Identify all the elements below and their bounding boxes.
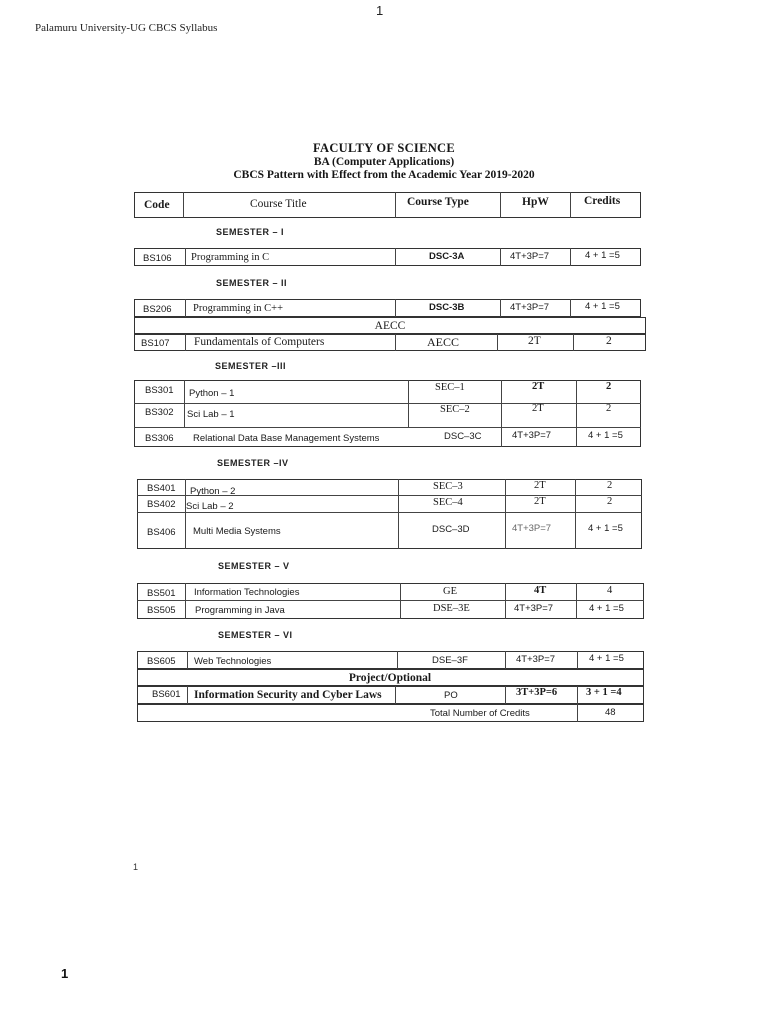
divider: [575, 479, 576, 549]
page-number-top: 1: [376, 3, 384, 18]
divider: [500, 248, 501, 266]
course-hpw: 4T: [534, 585, 547, 596]
divider: [134, 427, 641, 428]
course-credits: 4: [607, 585, 613, 596]
course-title: Web Technologies: [194, 656, 272, 667]
course-hpw: 2T: [534, 496, 546, 507]
course-code: BS406: [147, 527, 176, 538]
course-title: Relational Data Base Management Systems: [193, 433, 380, 444]
course-credits: 2: [606, 403, 612, 414]
header-hpw: HpW: [522, 196, 549, 208]
course-hpw: 2T: [532, 381, 545, 392]
course-code: BS306: [145, 433, 174, 444]
course-title: Python – 2: [190, 486, 236, 497]
course-code: BS401: [147, 483, 176, 494]
divider: [505, 583, 506, 619]
program-heading: BA (Computer Applications): [313, 156, 455, 168]
course-type: DSC-3B: [429, 302, 465, 313]
total-row: [137, 704, 644, 722]
divider: [501, 380, 502, 447]
course-code: BS302: [145, 407, 174, 418]
divider: [570, 299, 571, 317]
course-code: BS206: [143, 304, 172, 315]
course-hpw: 4T+3P=7: [514, 603, 554, 614]
divider: [397, 651, 398, 669]
course-credits: 2: [607, 496, 613, 507]
running-head: Palamuru University-UG CBCS Syllabus: [35, 22, 218, 34]
course-type: GE: [443, 586, 457, 597]
course-type: DSE–3F: [432, 655, 468, 666]
course-title: Programming in C: [191, 252, 270, 263]
divider: [185, 583, 186, 619]
course-title: Python – 1: [189, 388, 235, 399]
divider: [395, 299, 396, 317]
course-title: Programming in C++: [193, 303, 284, 314]
header-code: Code: [144, 199, 170, 211]
course-credits: 2: [607, 480, 613, 491]
divider: [185, 334, 186, 351]
divider: [395, 686, 396, 704]
aecc-label: AECC: [374, 320, 406, 332]
divider: [398, 479, 399, 549]
divider: [570, 248, 571, 266]
semester-iv-label: SEMESTER –IV: [217, 458, 289, 468]
course-code: BS605: [147, 656, 176, 667]
course-code: BS402: [147, 499, 176, 510]
course-hpw: 4T+3P=7: [516, 654, 556, 665]
divider: [395, 248, 396, 266]
divider: [408, 380, 409, 427]
course-title: Sci Lab – 1: [187, 409, 235, 420]
course-type: SEC–3: [433, 481, 463, 492]
divider: [184, 380, 185, 427]
course-credits: 2: [606, 335, 612, 347]
course-hpw: 2T: [534, 480, 546, 491]
divider: [576, 380, 577, 447]
header-credits: Credits: [584, 195, 621, 207]
course-code: BS107: [141, 338, 170, 349]
semester-vi-label: SEMESTER – VI: [218, 630, 293, 640]
course-code: BS106: [143, 253, 172, 264]
total-credits-label: Total Number of Credits: [430, 708, 530, 719]
divider: [576, 583, 577, 619]
divider: [185, 299, 186, 317]
divider: [500, 299, 501, 317]
header-course-title: Course Title: [250, 198, 307, 210]
header-row: [134, 192, 641, 218]
course-credits: 2: [606, 381, 612, 392]
divider: [577, 704, 578, 722]
course-credits: 3 + 1 =4: [586, 687, 622, 698]
semester-iii-label: SEMESTER –III: [215, 361, 287, 371]
course-hpw: 2T: [528, 335, 541, 347]
course-hpw: 4T+3P=7: [512, 430, 552, 441]
course-type: DSC–3C: [444, 431, 482, 442]
course-type: DSC–3D: [432, 524, 470, 535]
course-type: AECC: [427, 335, 460, 349]
course-hpw: 4T+3P=7: [510, 251, 550, 262]
footer-page-number: 1: [61, 966, 69, 981]
divider: [570, 192, 571, 218]
course-title: Programming in Java: [195, 605, 285, 616]
course-credits: 4 + 1 =5: [588, 430, 623, 441]
course-hpw: 4T+3P=7: [510, 302, 550, 313]
course-title: Fundamentals of Computers: [194, 336, 325, 348]
divider: [500, 192, 501, 218]
total-credits-value: 48: [605, 707, 616, 718]
divider: [577, 651, 578, 669]
divider: [497, 334, 498, 351]
course-credits: 4 + 1 =5: [585, 250, 620, 261]
course-code: BS301: [145, 385, 174, 396]
faculty-heading: FACULTY OF SCIENCE: [313, 141, 455, 155]
divider: [505, 479, 506, 549]
semester-v-label: SEMESTER – V: [218, 561, 290, 571]
divider: [137, 512, 642, 513]
course-credits: 4 + 1 =5: [585, 301, 620, 312]
course-title: Sci Lab – 2: [186, 501, 234, 512]
semester-ii-label: SEMESTER – II: [216, 278, 288, 288]
pattern-heading: CBCS Pattern with Effect from the Academic Year 2019-2020: [233, 169, 535, 181]
divider: [185, 248, 186, 266]
header-course-type: Course Type: [407, 196, 469, 208]
divider: [577, 686, 578, 704]
course-title: Information Technologies: [194, 587, 300, 598]
semester-i-label: SEMESTER – I: [216, 227, 285, 237]
course-credits: 4 + 1 =5: [588, 523, 623, 534]
divider: [573, 334, 574, 351]
course-title: Information Security and Cyber Laws: [194, 689, 382, 701]
divider: [137, 600, 644, 601]
divider: [187, 686, 188, 704]
project-label: Project/Optional: [348, 672, 432, 684]
course-code: BS601: [152, 689, 181, 700]
course-type: DSE–3E: [433, 603, 470, 614]
divider: [505, 686, 506, 704]
course-type: SEC–1: [435, 382, 465, 393]
course-title: Multi Media Systems: [193, 526, 281, 537]
divider: [505, 651, 506, 669]
divider: [183, 192, 184, 218]
course-type: DSC-3A: [429, 251, 465, 262]
divider: [395, 334, 396, 351]
course-hpw: 2T: [532, 403, 544, 414]
course-code: BS505: [147, 605, 176, 616]
divider: [395, 192, 396, 218]
divider: [400, 583, 401, 619]
inner-page-number: 1: [133, 862, 139, 872]
course-hpw: 3T+3P=6: [516, 687, 558, 698]
course-type: SEC–4: [433, 497, 463, 508]
divider: [187, 651, 188, 669]
course-type: SEC–2: [440, 404, 470, 415]
course-hpw: 4T+3P=7: [512, 523, 552, 534]
divider: [185, 479, 186, 549]
course-type: PO: [444, 690, 458, 701]
course-credits: 4 + 1 =5: [589, 653, 624, 664]
course-credits: 4 + 1 =5: [589, 603, 624, 614]
course-code: BS501: [147, 588, 176, 599]
divider: [134, 403, 641, 404]
